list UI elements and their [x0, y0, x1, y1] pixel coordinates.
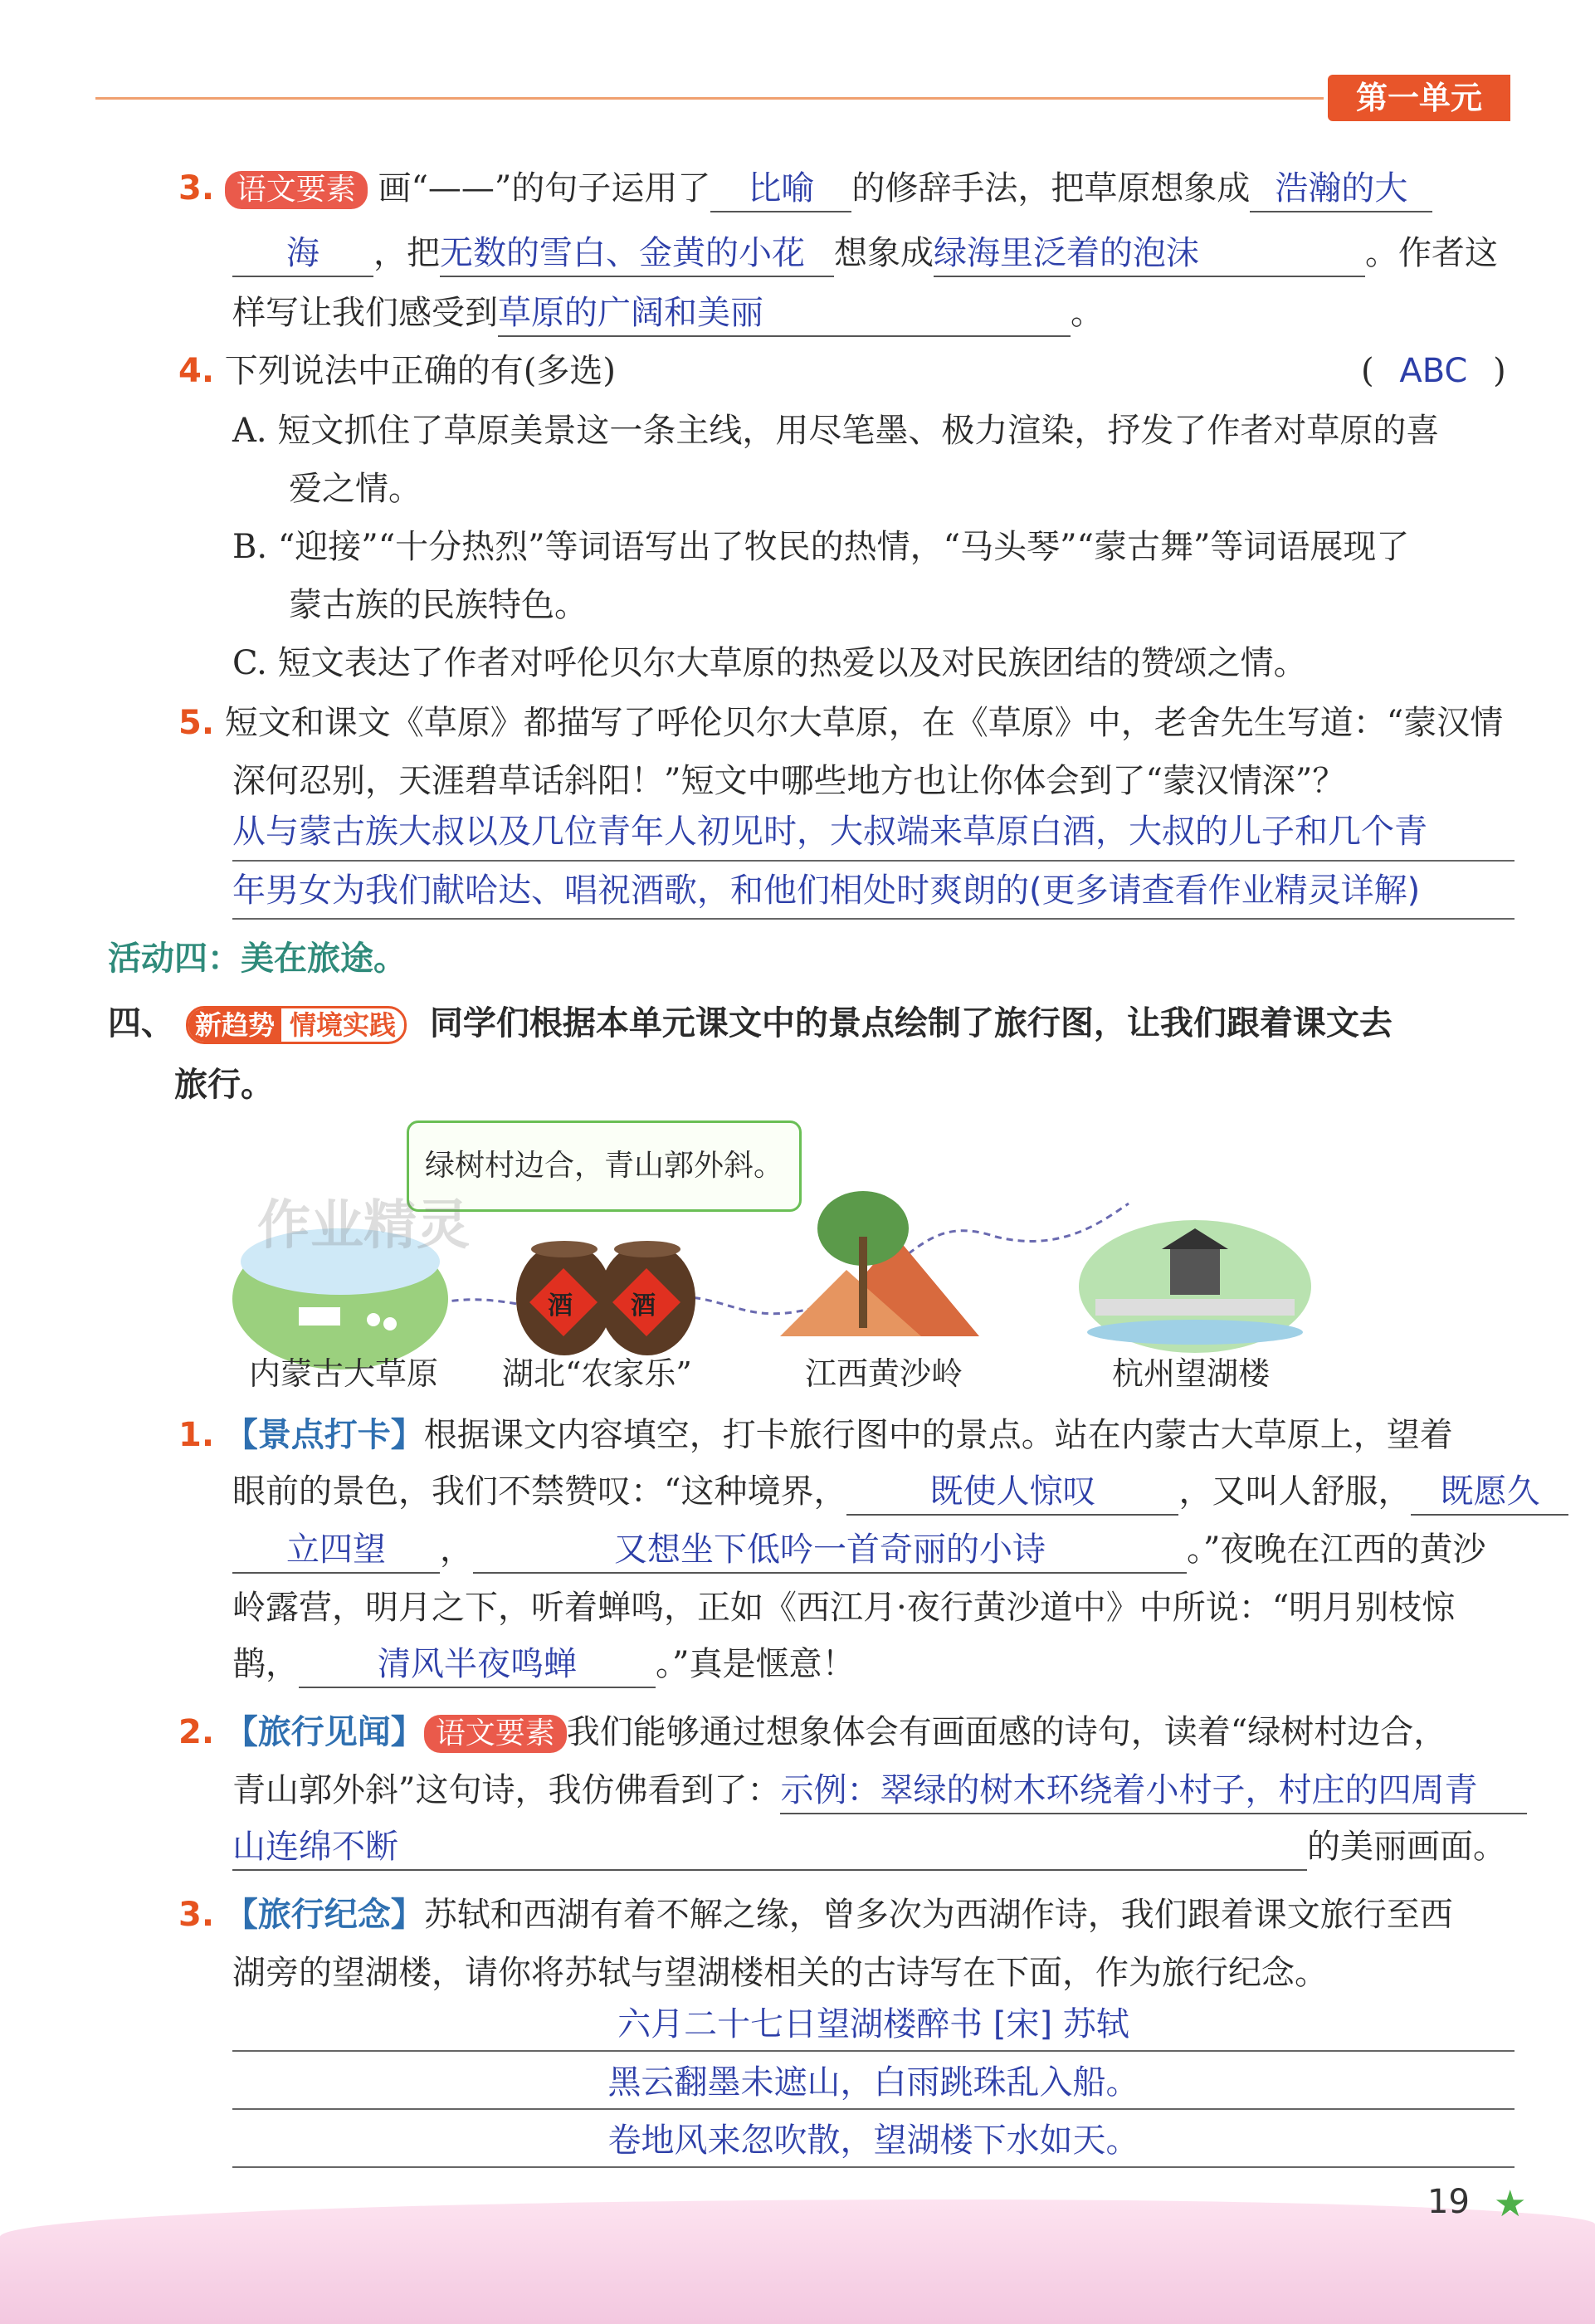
q5-rule1 — [232, 860, 1515, 862]
badge-practice: 情境实践 — [289, 1009, 396, 1041]
p1-answer2b: 立四望 — [232, 1527, 440, 1574]
q3-text7: 。 — [1071, 294, 1104, 332]
q3-text5: 。作者这 — [1365, 234, 1498, 272]
p2-text1: 我们能够通过想象体会有画面感的诗句，读着“绿树村边合， — [566, 1713, 1447, 1751]
p1-line1 — [178, 1413, 1453, 1457]
pavilion-icon — [1079, 1220, 1311, 1353]
q4-answer-value: ABC — [1399, 352, 1468, 390]
q3-number: 3. — [178, 169, 215, 208]
q4-b-line1: B. “迎接”“十分热烈”等词语写出了牧民的热情，“马头琴”“蒙古舞”等词语展现了 — [232, 528, 1410, 566]
p3-line2: 湖旁的望湖楼，请你将苏轼与望湖楼相关的古诗写在下面，作为旅行纪念。 — [232, 1954, 1328, 1992]
spot-label-grassland: 内蒙古大草原 — [249, 1355, 439, 1392]
badge-new-trend: 新趋势 — [188, 1008, 281, 1042]
q3-answer5: 草原的广阔和美丽 — [498, 290, 1071, 337]
p1-text3: ，又叫人舒服， — [1178, 1472, 1412, 1511]
p1-text8: 。”真是惬意！ — [656, 1645, 856, 1683]
p1-line2 — [232, 1469, 1568, 1516]
p2-text2: 青山郭外斜”这句诗，我仿佛看到了： — [232, 1771, 781, 1809]
p1-tag: 【景点打卡】 — [224, 1416, 424, 1454]
spot-label-pavilion: 杭州望湖楼 — [1112, 1355, 1271, 1392]
q3-answer3: 无数的雪白、金黄的小花 — [440, 231, 834, 277]
q4-stem — [178, 349, 616, 393]
poem-rule-1 — [232, 2050, 1515, 2052]
q3-answer4: 绿海里泛着的泡沫 — [934, 231, 1365, 277]
q5-answer2: 年男女为我们献哈达、唱祝酒歌，和他们相处时爽朗的(更多请查看作业精灵详解) — [232, 872, 1421, 910]
p1-number: 1. — [178, 1416, 215, 1454]
q3-answer1: 比喻 — [710, 166, 851, 212]
q3-text2: 的修辞手法，把草原想象成 — [851, 169, 1251, 208]
poem-bubble: 绿树村边合，青山郭外斜。 — [407, 1120, 802, 1212]
sec4-line2: 旅行。 — [174, 1066, 274, 1104]
q4-b-line2: 蒙古族的民族特色。 — [289, 586, 588, 624]
wine-jar-icon — [516, 1241, 695, 1355]
spot-label-farmhouse: 湖北“农家乐” — [502, 1355, 692, 1392]
poem-rule-2 — [232, 2108, 1515, 2110]
q4-answer — [1361, 349, 1506, 393]
q3-line3 — [232, 290, 1104, 337]
sec4-badge — [186, 1006, 407, 1044]
p1-text2: 眼前的景色，我们不禁赞叹：“这种境界， — [232, 1472, 847, 1511]
p1-answer4: 清风半夜鸣蝉 — [299, 1642, 656, 1688]
p1-answer1: 既使人惊叹 — [846, 1469, 1178, 1516]
p2-tag: 【旅行见闻】 — [224, 1713, 424, 1751]
q4-a-line2: 爱之情。 — [289, 470, 422, 508]
p2-tag2: 语文要素 — [424, 1715, 567, 1753]
q3-text6: 样写让我们感受到 — [232, 294, 498, 332]
p3-tag: 【旅行纪念】 — [224, 1896, 424, 1934]
q3-tag: 语文要素 — [225, 171, 368, 209]
watermark: 作业精灵 — [257, 1195, 470, 1257]
q5-line2: 深何忍别，天涯碧草话斜阳！”短文中哪些地方也让你体会到了“蒙汉情深”？ — [232, 762, 1346, 800]
q4-option-c — [232, 641, 1307, 686]
spot-label-hill: 江西黄沙岭 — [805, 1355, 963, 1392]
p2-number: 2. — [178, 1713, 215, 1751]
p1-text5: 。”夜晚在江西的黄沙 — [1187, 1531, 1486, 1569]
q3-text4: 想象成 — [834, 234, 934, 272]
poem-rule-3 — [232, 2166, 1515, 2168]
poem-line-3: 卷地风来忽吹散，望湖楼下水如天。 — [607, 2121, 1139, 2160]
poem-line-1: 六月二十七日望湖楼醉书 [宋] 苏轼 — [617, 2005, 1129, 2043]
q4-a-line1: A. 短文抓住了草原美景这一条主线，用尽笔墨、极力渲染，抒发了作者对草原的喜 — [232, 412, 1440, 450]
p3-line1 — [178, 1892, 1453, 1937]
p1-text7: 鹊， — [232, 1645, 299, 1683]
q3-answer2b: 海 — [232, 231, 373, 277]
q4-option-a — [232, 408, 1439, 511]
jar-label-1: 酒 — [548, 1291, 573, 1321]
p1-line4: 岭露营，明月之下，听着蝉鸣，正如《西江月·夜行黄沙道中》中所说：“明月别枝惊 — [232, 1589, 1456, 1627]
paren-right: ) — [1493, 352, 1506, 390]
sec4-text1: 同学们根据本单元课文中的景点绘制了旅行图，让我们跟着课文去 — [429, 1004, 1393, 1042]
poem-line-2: 黑云翻墨未遮山，白雨跳珠乱入船。 — [607, 2063, 1139, 2102]
p2-answer1: 示例：翠绿的树木环绕着小村子，村庄的四周青 — [780, 1768, 1527, 1814]
p2-line1 — [178, 1710, 1446, 1755]
p2-line2 — [232, 1768, 1527, 1814]
p3-number: 3. — [178, 1896, 215, 1934]
p1-answer2: 既愿久 — [1411, 1469, 1568, 1516]
sec4-label: 四、 — [108, 1004, 174, 1042]
q4-c-line1: C. 短文表达了作者对呼伦贝尔大草原的热爱以及对民族团结的赞颂之情。 — [232, 644, 1307, 682]
p1-text1: 根据课文内容填空，打卡旅行图中的景点。站在内蒙古大草原上，望着 — [423, 1416, 1453, 1454]
q3-answer2: 浩瀚的大 — [1250, 166, 1432, 212]
q5-line1 — [178, 701, 1503, 745]
q4-stem-text: 下列说法中正确的有(多选) — [224, 352, 616, 390]
p1-line3 — [232, 1527, 1485, 1574]
q5-rule2 — [232, 918, 1515, 920]
q3-text3: ，把 — [373, 234, 440, 272]
activity4-title: 活动四：美在旅途。 — [108, 940, 407, 978]
header-rule — [95, 97, 1324, 100]
p1-text4: ， — [440, 1531, 473, 1569]
jar-label-2: 酒 — [631, 1291, 656, 1321]
q3-line1 — [178, 166, 1432, 212]
q4-option-b — [232, 525, 1409, 627]
q3-text1: 画“——”的句子运用了 — [378, 169, 711, 208]
q5-text1: 短文和课文《草原》都描写了呼伦贝尔大草原，在《草原》中，老舍先生写道：“蒙汉情 — [224, 704, 1504, 742]
paren-left: ( — [1361, 352, 1374, 390]
p2-text3: 的美丽画面。 — [1307, 1828, 1506, 1866]
p2-answer1b: 山连绵不断 — [232, 1824, 1307, 1871]
footer-wave — [0, 2200, 1595, 2324]
unit-tab: 第一单元 — [1328, 75, 1510, 121]
q5-answer1: 从与蒙古族大叔以及几位青年人初见时，大叔端来草原白酒，大叔的儿子和几个青 — [232, 813, 1427, 851]
p1-answer3: 又想坐下低吟一首奇丽的小诗 — [473, 1527, 1187, 1574]
p2-line3 — [232, 1824, 1506, 1871]
hill-tree-icon — [780, 1191, 979, 1336]
p3-text1: 苏轼和西湖有着不解之缘，曾多次为西湖作诗，我们跟着课文旅行至西 — [423, 1896, 1453, 1934]
q3-line2 — [232, 231, 1498, 277]
sec4-line1 — [108, 1001, 1393, 1046]
p1-line5 — [232, 1642, 855, 1688]
route-line — [407, 1204, 1129, 1314]
star-icon: ★ — [1494, 2183, 1527, 2225]
q4-number: 4. — [178, 352, 215, 390]
q5-number: 5. — [178, 704, 215, 742]
page-number: 19 — [1427, 2183, 1470, 2221]
